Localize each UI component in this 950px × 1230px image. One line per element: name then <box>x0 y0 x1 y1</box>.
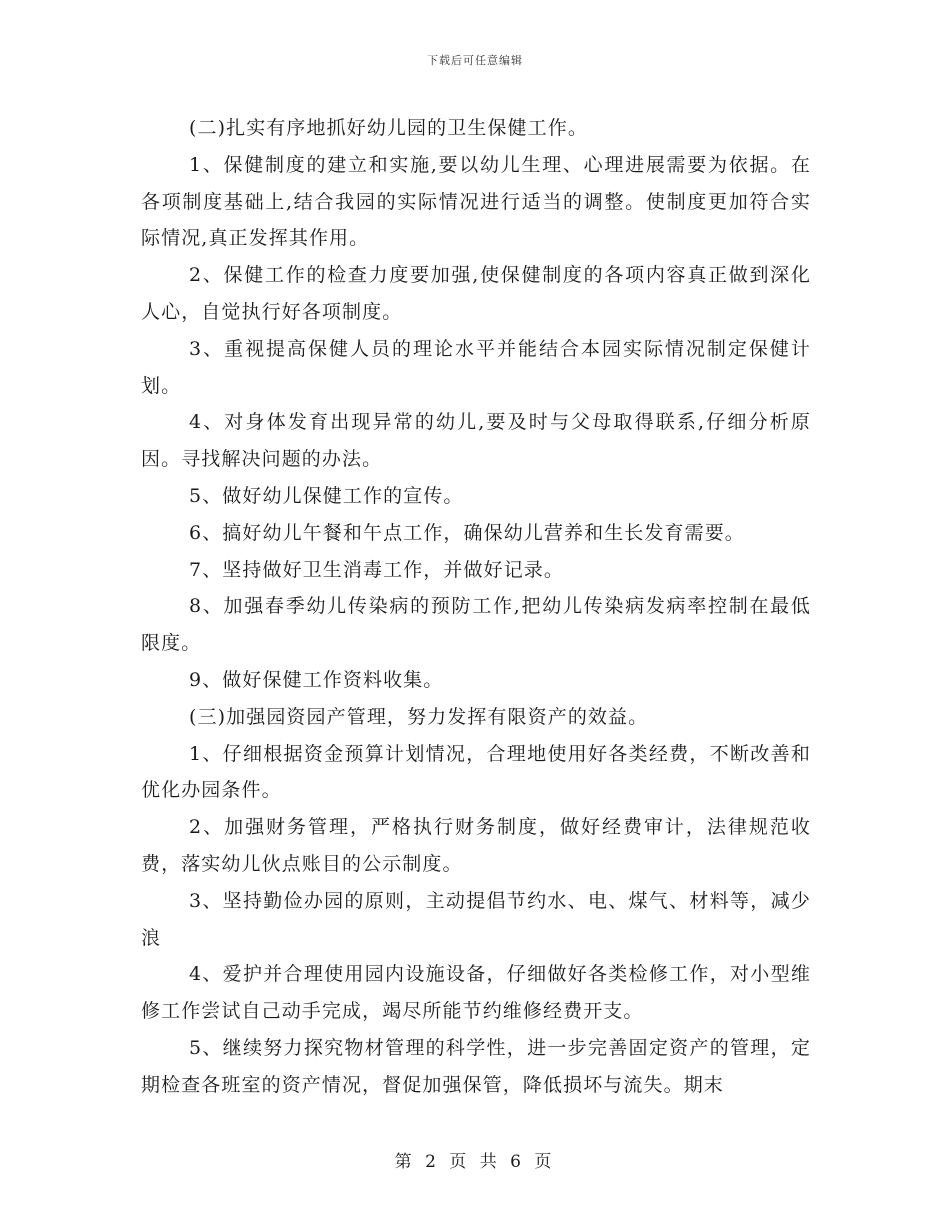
paragraph-assets-item-2: 2、加强财务管理，严格执行财务制度，做好经费审计，法律规范收费，落实幼儿伙点账目的公示制度。 <box>141 816 811 875</box>
section-heading-assets: (三)加强园资园产管理，努力发挥有限资产的效益。 <box>189 705 649 728</box>
paragraph-hygiene-item-3: 3、重视提高保健人员的理论水平并能结合本园实际情况制定保健计划。 <box>141 337 811 397</box>
paragraph-hygiene-item-6: 6、搞好幼儿午餐和午点工作，确保幼儿营养和生长发育需要。 <box>189 521 745 544</box>
paragraph-hygiene-item-2: 2、保健工作的检查力度要加强,使保健制度的各项内容真正做到深化人心，自觉执行好各项制度。 <box>141 264 811 323</box>
paragraph-hygiene-item-1: 1、保健制度的建立和实施,要以幼儿生理、心理进展需要为依据。在各项制度基础上,结合我园的实际情况进行适当的调整。使制度更加符合实际情况,真正发挥其作用。 <box>141 153 811 250</box>
paragraph-assets-item-5: 5、继续努力探究物材管理的科学性，进一步完善固定资产的管理，定期检查各班室的资产情况，督促加强保管，降低损坏与流失。期末 <box>141 1036 811 1096</box>
paragraph-hygiene-item-8: 8、加强春季幼儿传染病的预防工作,把幼儿传染病发病率控制在最低限度。 <box>141 595 811 655</box>
paragraph-assets-item-4: 4、爱护并合理使用园内设施设备，仔细做好各类检修工作，对小型维修工作尝试自己动手完成，竭尽所能节约维修经费开支。 <box>141 963 811 1023</box>
paragraph-assets-item-1: 1、仔细根据资金预算计划情况，合理地使用好各类经费，不断改善和优化办园条件。 <box>141 742 811 802</box>
section-heading-hygiene: (二)扎实有序地抓好幼儿园的卫生保健工作。 <box>189 117 588 139</box>
paragraph-hygiene-item-4: 4、对身体发育出现异常的幼儿,要及时与父母取得联系,仔细分析原因。寻找解决问题的办法。 <box>141 411 811 471</box>
paragraph-hygiene-item-5: 5、做好幼儿保健工作的宣传。 <box>189 484 464 507</box>
page-number: 第 2 页 共 6 页 <box>394 1152 556 1172</box>
paragraph-assets-item-3: 3、坚持勤俭办园的原则，主动提倡节约水、电、煤气、材料等，减少浪 <box>141 889 811 949</box>
paragraph-hygiene-item-9: 9、做好保健工作资料收集。 <box>189 668 444 691</box>
paragraph-hygiene-item-7: 7、坚持做好卫生消毒工作，并做好记录。 <box>189 558 564 581</box>
page-header-note: 下载后可任意编辑 <box>427 54 523 67</box>
document-body <box>141 110 811 1104</box>
